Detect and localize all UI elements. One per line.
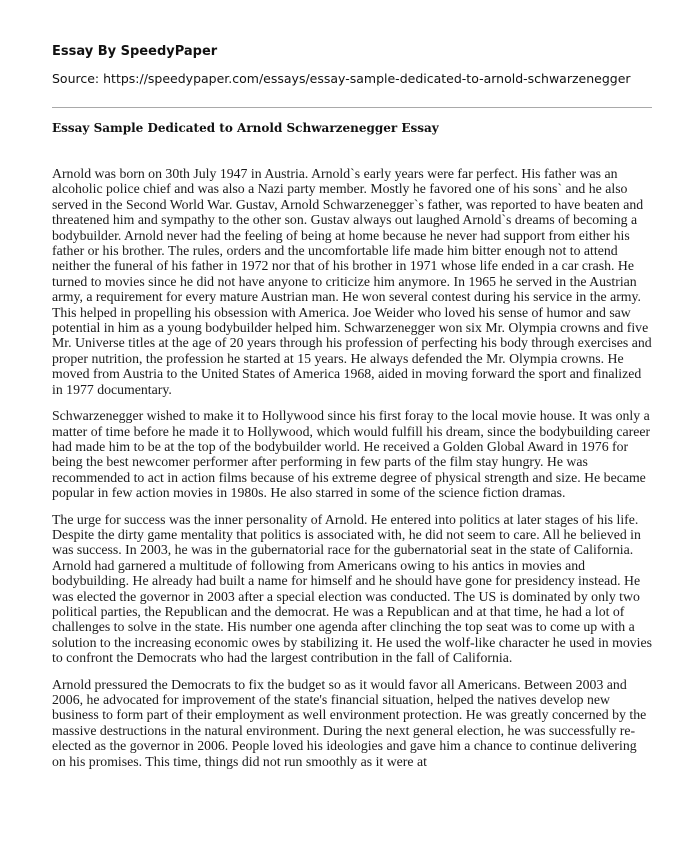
- brand-heading: Essay By SpeedyPaper: [52, 44, 218, 59]
- essay-title: Essay Sample Dedicated to Arnold Schwarzenegger Essay: [52, 121, 439, 135]
- essay-body: [52, 166, 652, 780]
- essay-paragraph: Schwarzenegger wished to make it to Hollywood since his first foray to the local movie house. It was only a matter of time before he made it to Hollywood, which would fulfill his dream, since the bodybuilding career had made him to be at the top of the bodybuilder world. He received a Golden Global Award in 1976 for being the best newcomer performer after performing in few parts of the film stay hungry. He was recommended to act in action films because of his extreme degree of physical strength and size. He became popular in few action movies in 1980s. He also starred in some of the science fiction dramas.: [52, 408, 651, 501]
- essay-paragraph: Arnold pressured the Democrats to fix the budget so as it would favor all Americans. Between 2003 and 2006, he advocated for improvement of the state's financial situation, helped the natives develop new business to form part of their employment as well environment protection. He was greatly concerned by the massive destructions in the natural environment. During the next general election, he was successfully re-elected as the governor in 2006. People loved his ideologies and gave him a chance to continue delivering on his promises. This time, things did not run smoothly as it were at: [52, 676, 647, 769]
- source-line: Source: https://speedypaper.com/essays/essay-sample-dedicated-to-arnold-schwarzenegger: [52, 71, 631, 86]
- header-divider: [52, 107, 652, 108]
- essay-paragraph: Arnold was born on 30th July 1947 in Austria. Arnold`s early years were far perfect. His father was an alcoholic police chief and was also a Nazi party member. Mostly he favored one of his sons` and he also served in the Second World War. Gustav, Arnold Schwarzenegger`s father, was reported to have beaten and threatened him and sympathy to the other son. Gustav always out laughed Arnold`s dreams of becoming a bodybuilder. Arnold never had the feeling of being at home because he never had support from either his father or his brother. The rules, orders and the uncomfortable life made him bitter enough not to attend neither the funeral of his father in 1972 nor that of his brother in 1971 whose life ended in a car crash. He turned to movies since he did not have anyone to criticize him anymore. In 1965 he served in the Austrian army, a requirement for every mature Austrian man. He won several contest during his service in the army. This helped in propelling his obsession with America. Joe Weider who loved his sense of humor and saw potential in him as a young bodybuilder helped him. Schwarzenegger won six Mr. Olympia crowns and five Mr. Universe titles at the age of 20 years through his profession of perfecting his body through exercises and proper nutrition, the profession he started at 15 years. He always defended the Mr. Olympia crowns. He moved from Austria to the United States of America 1968, aided in moving forward the sport and finalized in 1977 documentary.: [52, 166, 652, 397]
- essay-paragraph: The urge for success was the inner personality of Arnold. He entered into politics at later stages of his life. Despite the dirty game mentality that politics is associated with, he did not seem to care. All he believed in was success. In 2003, he was in the gubernatorial race for the gubernatorial seat in the state of California. Arnold had garnered a multitude of following from Americans owing to his antics in movies and bodybuilding. He already had built a name for himself and he should have gone for presidency instead. He was elected the governor in 2003 after a special election was conducted. The US is dominated by only two political parties, the Republican and the democrat. He was a Republican and at that time, he had a lot of challenges to solve in the state. His number one agenda after clinching the top seat was to come up with a solution to the increasing economic owes by stabilizing it. He used the wolf-like character he used in movies to confront the Democrats who had the largest contribution in the fall of California.: [52, 511, 653, 666]
